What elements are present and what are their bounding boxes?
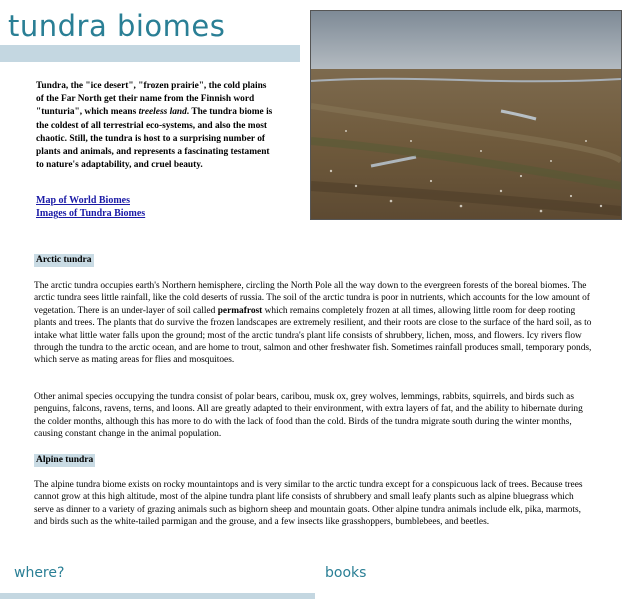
intro-text-emphasis: treeless land — [138, 107, 187, 118]
tundra-landscape-photo — [310, 10, 622, 220]
arctic-text-c: which remains completely frozen at all times, allowing little room for deep rooting plants and trees. The plants that do survive the frozen landscapes are extremely resilient, and their roots are close to the surface of the hard soil, as to intake what little water falls upon the ground; most of the arctic tundra's plant life consists of shrubbery, lichen, moss, and flowers. Icy rivers flow through the tundra to the arctic ocean, and are home to trout, salmon and other freshwater fish. Sometimes rainfall produces small, temporary ponds, which serve as mating areas for flies and mosquitoes. — [34, 305, 592, 366]
page-title: tundra biomes — [8, 9, 226, 43]
books-link[interactable]: books — [325, 565, 367, 581]
intro-text-c: . The tundra biome is the coldest of all terrestrial eco-systems, and also the most chaotic. Still, the tundra is host to a surprising number of plants and animals, and represents a fascinating testament to nature's adaptability, and cruel beauty. — [36, 107, 273, 171]
title-underline-bar — [0, 45, 300, 62]
intro-paragraph — [36, 80, 276, 172]
permafrost-term: permafrost — [217, 305, 263, 316]
alpine-tundra-paragraph: The alpine tundra biome exists on rocky mountaintops and is very similar to the arctic tundra except for a conspicuous lack of trees. Because trees cannot grow at this high altitude, most of the alpine tundra plant life consists of shrubbery and small leafy plants such as alpine bluegrass which serve as dinner to a variety of grazing animals such as bighorn sheep and mountain goats. Other alpine tundra animals include elk, pika, marmots, and birds such as the white-tailed parmigan and the grouse, and a few insects like grasshoppers, bumblebees, and beetles. — [34, 480, 583, 528]
arctic-text-a: The arctic tundra occupies earth's Northern hemisphere, circling the North Pole all the way down to the evergreen forests of the boreal biomes. The arctic tundra sees little rainfall, like the cold deserts of russia. The soil of the arctic tundra is poor in nutrients, which accounts for the low amount of vegetation. There is an under-layer of soil called — [34, 281, 590, 316]
arctic-tundra-paragraph-2: Other animal species occupying the tundra consist of polar bears, caribou, musk ox, grey wolves, lemmings, rabbits, squirrels, and birds such as penguins, falcons, ravens, terns, and loons. All are greatly adapted to their environment, with extra layers of fat, and the ability to hibernate during the colder months, although this has more to do with the lack of food than the cold. Birds of the tundra migrate south during the winter months, causing constant change in the animal population. — [34, 392, 583, 440]
intro-text-a: Tundra, the "ice desert", "frozen prairie", the cold plains of the Far North get their name from the Finnish word "tunturia", which means — [36, 81, 267, 118]
arctic-tundra-heading: Arctic tundra — [36, 255, 92, 265]
alpine-tundra-heading: Alpine tundra — [36, 455, 94, 465]
footer-bar — [0, 593, 315, 599]
map-of-world-biomes-link[interactable]: Map of World Biomes — [36, 195, 130, 206]
arctic-tundra-paragraph-1 — [34, 280, 594, 367]
biome-links — [36, 194, 145, 220]
images-of-tundra-biomes-link[interactable]: Images of Tundra Biomes — [36, 208, 146, 219]
where-link[interactable]: where? — [14, 565, 65, 581]
